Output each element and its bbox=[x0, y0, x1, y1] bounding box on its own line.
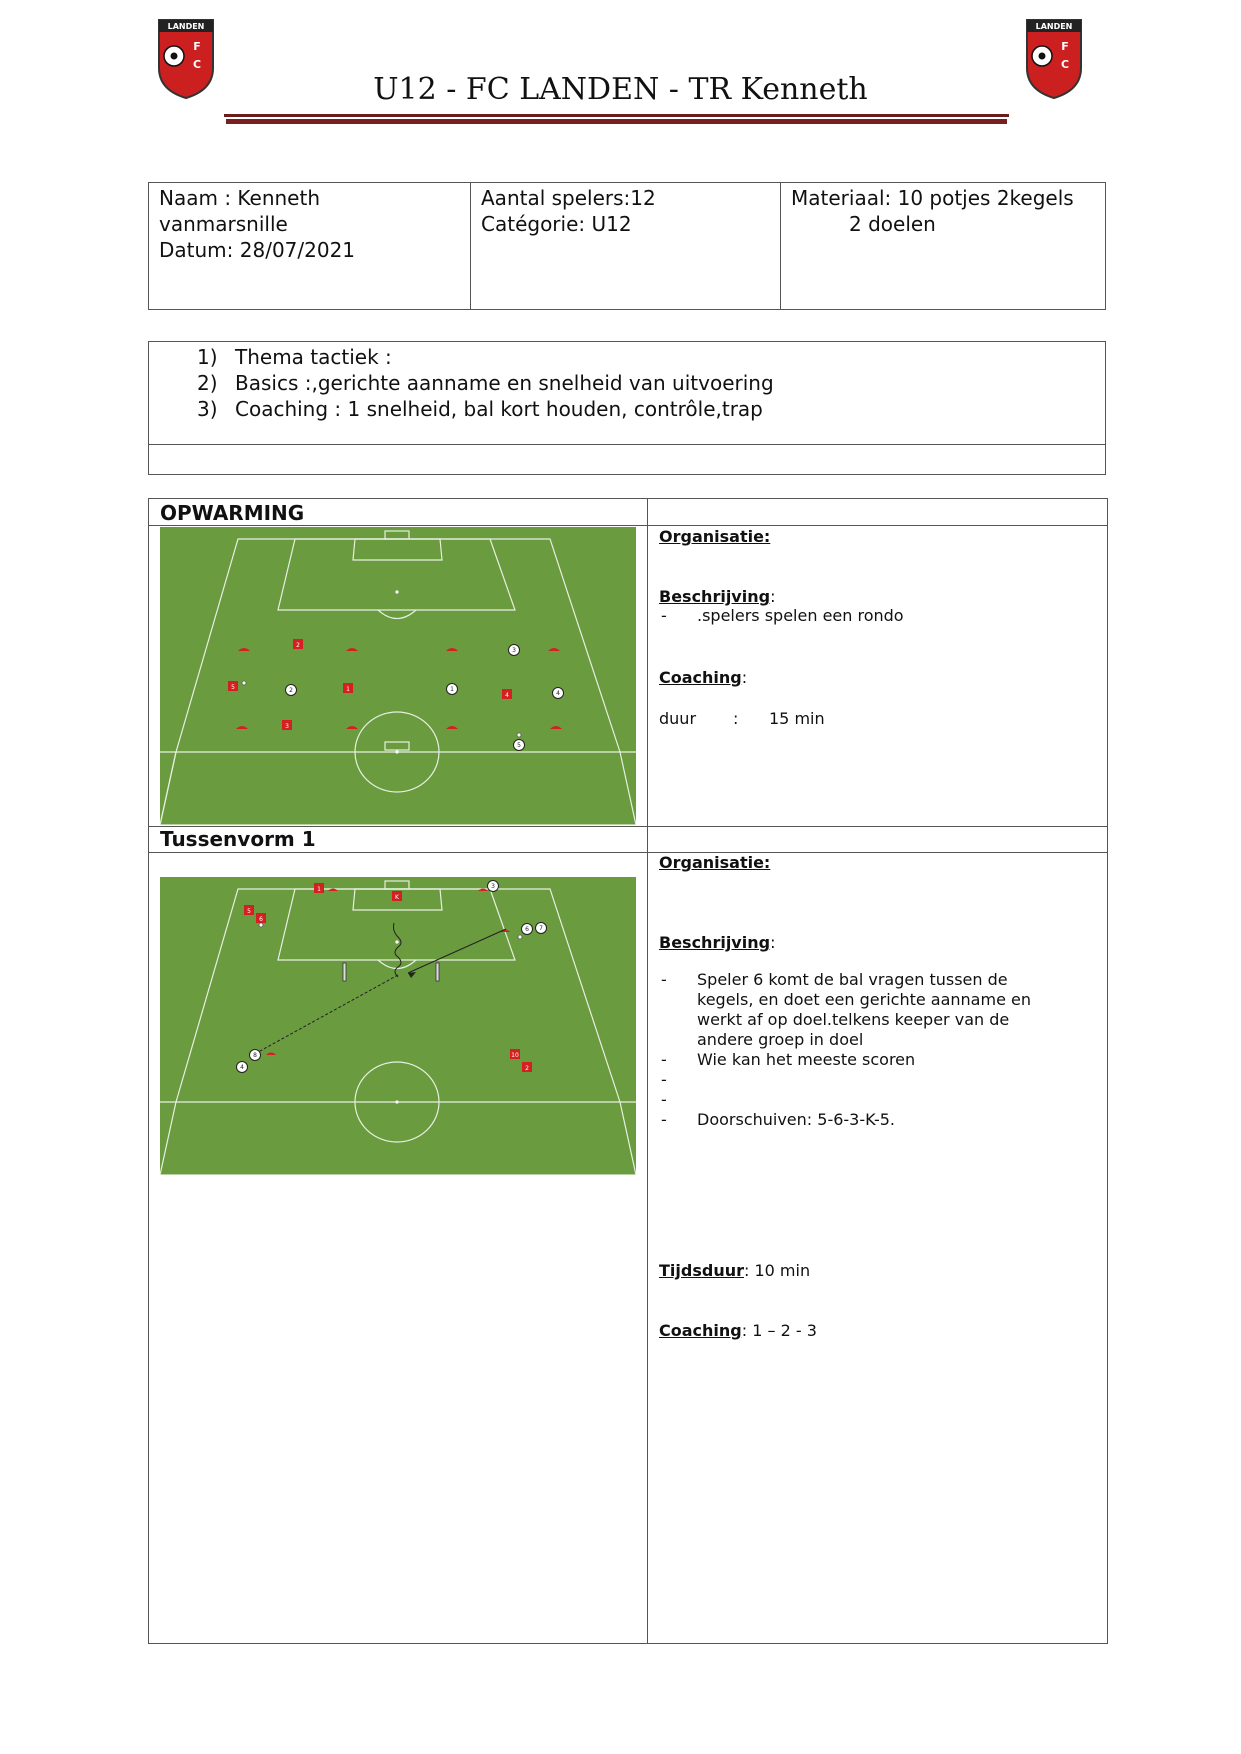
svg-text:C: C bbox=[192, 58, 202, 71]
svg-text:4: 4 bbox=[556, 690, 560, 697]
column-divider bbox=[647, 499, 648, 1643]
white-player bbox=[237, 1062, 248, 1073]
svg-text:F: F bbox=[193, 40, 201, 53]
svg-text:1: 1 bbox=[346, 686, 350, 693]
pitch-diagram-opwarming bbox=[160, 527, 636, 825]
theme-box bbox=[148, 341, 1106, 475]
row-divider bbox=[149, 852, 1107, 853]
pitch-diagram-tussenvorm bbox=[160, 877, 636, 1175]
materiaal-line2: 2 doelen bbox=[849, 212, 936, 236]
aantal-spelers: Aantal spelers:12 bbox=[481, 186, 656, 210]
white-player bbox=[522, 924, 533, 935]
opwarming-coaching: Coaching: bbox=[659, 668, 748, 687]
svg-text:K: K bbox=[395, 894, 399, 901]
beschrijving-item: - bbox=[661, 1070, 667, 1089]
svg-text:5: 5 bbox=[517, 742, 521, 749]
info-col-materiaal bbox=[780, 183, 1105, 309]
red-player bbox=[244, 905, 254, 915]
theme-item: 3) Coaching : 1 snelheid, bal kort houden, contrôle,trap bbox=[197, 397, 763, 421]
beschrijving-item: - bbox=[661, 1090, 667, 1109]
svg-text:F: F bbox=[1061, 40, 1069, 53]
datum: Datum: 28/07/2021 bbox=[159, 238, 356, 262]
tussenvorm-beschrijving: Beschrijving: - Speler 6 komt de bal vragen tussen de kegels, en doet een gerichte aanname en werkt af op doel.telkens keeper van de andere groep in doel - Wie kan het meeste scoren - - - Doorschuiven: 5-6-3-K-5. bbox=[659, 933, 1047, 1130]
section-title-tussenvorm: Tussenvorm 1 bbox=[160, 827, 316, 851]
red-player bbox=[228, 681, 238, 691]
svg-text:3: 3 bbox=[512, 647, 516, 654]
beschrijving-item: - Speler 6 komt de bal vragen tussen de kegels, en doet een gerichte aanname en werkt af op doel.telkens keeper van de andere groep in doel bbox=[661, 970, 1031, 1049]
tussenvorm-organisatie-label: Organisatie: bbox=[659, 853, 771, 872]
tussenvorm-tijdsduur: Tijdsduur: 10 min bbox=[659, 1261, 811, 1280]
white-player bbox=[553, 688, 564, 699]
svg-text:2: 2 bbox=[289, 687, 293, 694]
svg-text:LANDEN: LANDEN bbox=[1035, 22, 1073, 31]
opwarming-beschrijving: Beschrijving: - .spelers spelen een rondo bbox=[659, 587, 1047, 626]
svg-text:3: 3 bbox=[285, 723, 289, 730]
svg-text:6: 6 bbox=[259, 916, 263, 923]
section-title-opwarming: OPWARMING bbox=[160, 501, 305, 525]
theme-item: 1) Thema tactiek : bbox=[197, 345, 392, 369]
svg-text:5: 5 bbox=[231, 684, 235, 691]
red-player bbox=[522, 1062, 532, 1072]
theme-item: 2) Basics :,gerichte aanname en snelheid van uitvoering bbox=[197, 371, 774, 395]
naam-line1: Naam : Kenneth bbox=[159, 186, 321, 210]
svg-text:7: 7 bbox=[539, 925, 543, 932]
title-rule-thick bbox=[226, 119, 1007, 124]
white-player bbox=[536, 923, 547, 934]
exercise-table bbox=[148, 498, 1108, 1644]
svg-text:5: 5 bbox=[247, 908, 251, 915]
red-player bbox=[293, 639, 303, 649]
title-rule bbox=[224, 114, 1009, 117]
red-player bbox=[343, 683, 353, 693]
white-player bbox=[514, 740, 525, 751]
svg-text:8: 8 bbox=[253, 1052, 257, 1059]
beschrijving-item: - Doorschuiven: 5-6-3-K-5. bbox=[661, 1110, 895, 1129]
red-player bbox=[502, 689, 512, 699]
white-player bbox=[509, 645, 520, 656]
theme-separator bbox=[149, 444, 1105, 445]
svg-text:C: C bbox=[1060, 58, 1070, 71]
red-player bbox=[314, 883, 324, 893]
white-player bbox=[250, 1050, 261, 1061]
svg-text:3: 3 bbox=[491, 883, 495, 890]
theme-list bbox=[197, 344, 774, 422]
naam-line2: vanmarsnille bbox=[159, 212, 288, 236]
info-col-naam bbox=[149, 183, 470, 309]
svg-text:10: 10 bbox=[511, 1052, 519, 1059]
white-player bbox=[286, 685, 297, 696]
svg-text:6: 6 bbox=[525, 926, 529, 933]
beschrijving-item: - Wie kan het meeste scoren bbox=[661, 1050, 916, 1069]
beschrijving-item: - .spelers spelen een rondo bbox=[661, 606, 904, 625]
white-player bbox=[447, 684, 458, 695]
row-divider bbox=[149, 525, 1107, 526]
svg-text:1: 1 bbox=[450, 686, 454, 693]
red-player bbox=[256, 913, 266, 923]
beschrijving-label: Beschrijving bbox=[659, 587, 771, 606]
white-player bbox=[488, 881, 499, 892]
svg-text:LANDEN: LANDEN bbox=[167, 22, 205, 31]
opwarming-duur: duur : 15 min bbox=[659, 709, 825, 728]
categorie: Catégorie: U12 bbox=[481, 212, 632, 236]
document-title: U12 - FC LANDEN - TR Kenneth bbox=[373, 72, 868, 107]
svg-text:4: 4 bbox=[240, 1064, 244, 1071]
info-col-spelers bbox=[470, 183, 780, 309]
red-player bbox=[510, 1049, 520, 1059]
svg-text:1: 1 bbox=[317, 886, 321, 893]
svg-text:2: 2 bbox=[296, 642, 300, 649]
svg-text:2: 2 bbox=[525, 1065, 529, 1072]
svg-text:4: 4 bbox=[505, 692, 509, 699]
info-table bbox=[148, 182, 1106, 310]
opwarming-organisatie-label: Organisatie: bbox=[659, 527, 771, 546]
materiaal-line1: Materiaal: 10 potjes 2kegels bbox=[791, 186, 1074, 210]
red-player bbox=[392, 891, 402, 901]
tussenvorm-coaching: Coaching: 1 – 2 - 3 bbox=[659, 1321, 817, 1340]
red-player bbox=[282, 720, 292, 730]
beschrijving-label: Beschrijving bbox=[659, 933, 771, 952]
